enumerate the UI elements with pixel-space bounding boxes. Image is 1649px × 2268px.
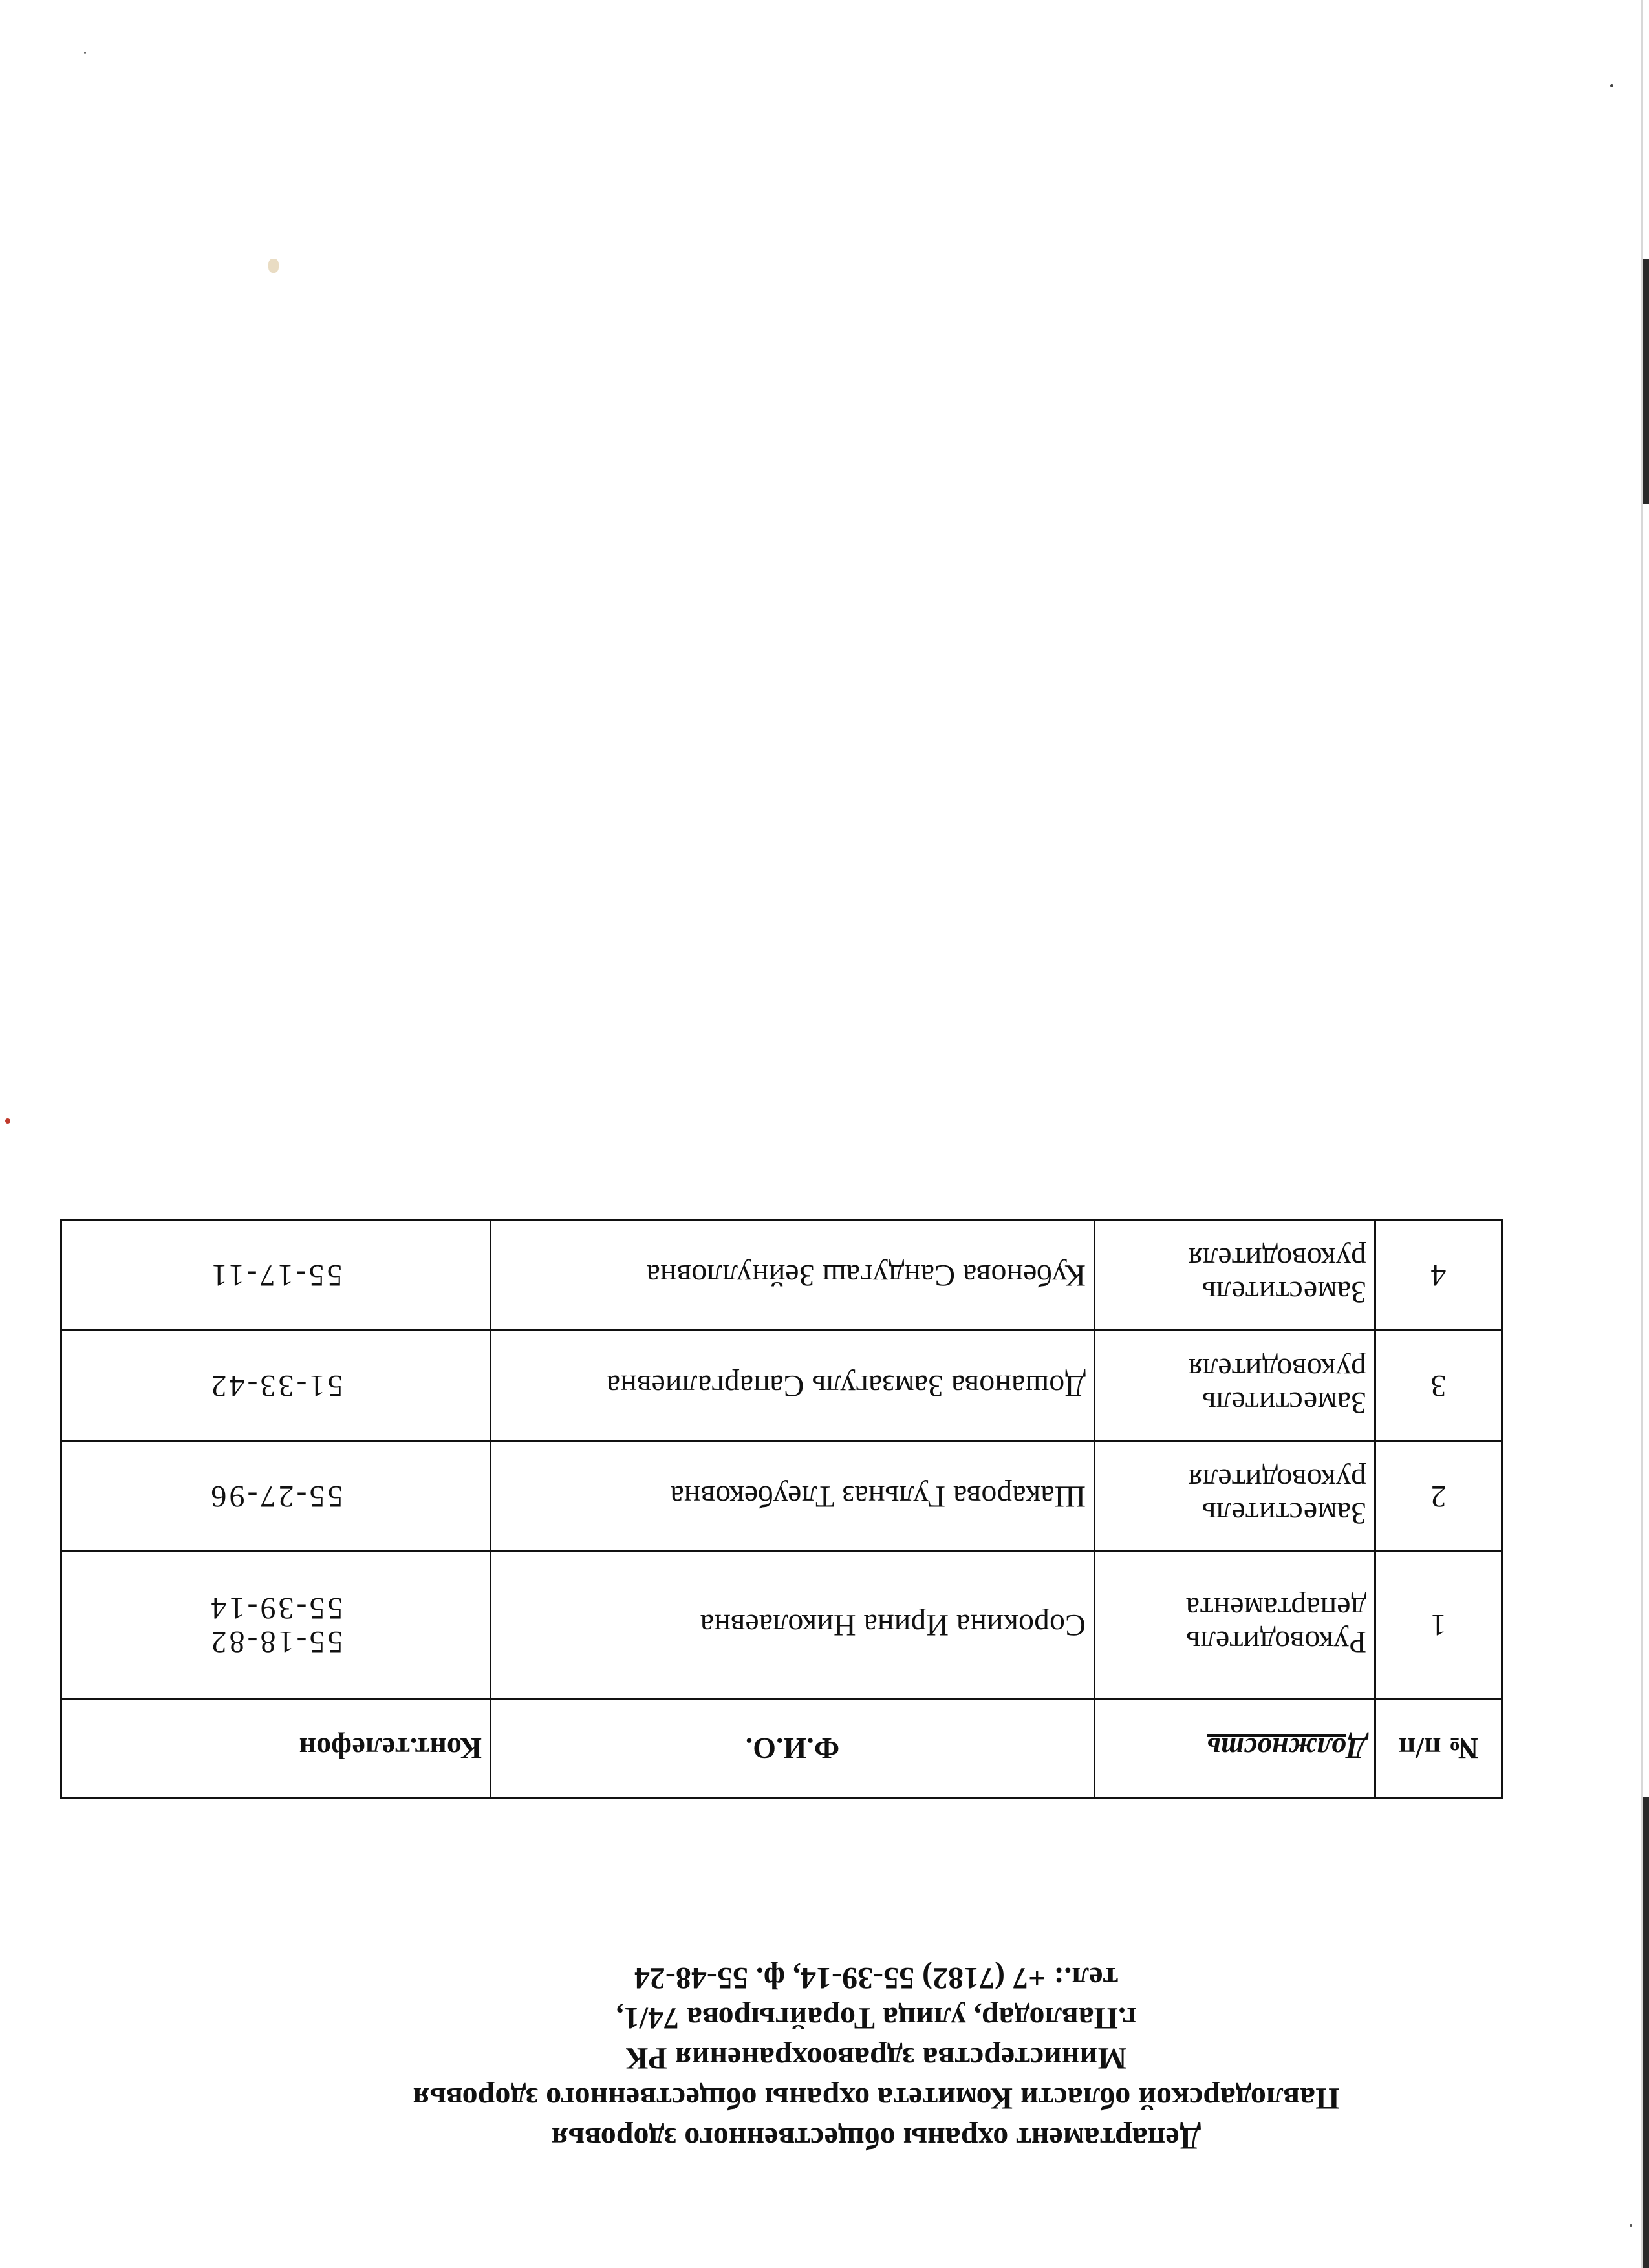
cell-phone [61, 1331, 491, 1441]
phone-number: 51-33-42 [208, 1369, 343, 1403]
table-row [61, 1331, 1502, 1441]
position-line: руководителя [1188, 1241, 1366, 1276]
table-row [61, 1441, 1502, 1552]
position-line: Заместитель [1202, 1385, 1366, 1420]
cell-phone [61, 1220, 491, 1331]
cell-fio: Кубенова Сандугаш Зейнулловна [491, 1220, 1095, 1331]
cell-position [1095, 1441, 1375, 1552]
phone-number: 55-39-14 [208, 1591, 343, 1626]
position-line: департамента [1185, 1591, 1366, 1626]
contacts-table [60, 1219, 1503, 1799]
cell-num: 4 [1375, 1220, 1502, 1331]
cell-fio: Шакарова Гульназ Тлеубековна [491, 1441, 1095, 1552]
phone-number: 55-27-96 [208, 1479, 343, 1514]
column-header-num: № п/п [1375, 1699, 1502, 1798]
table-row [61, 1552, 1502, 1699]
cell-fio: Сорокина Ирина Николаевна [491, 1552, 1095, 1699]
cell-num: 3 [1375, 1331, 1502, 1441]
cell-phone [61, 1552, 491, 1699]
position-line: Заместитель [1202, 1496, 1366, 1530]
cell-position [1095, 1220, 1375, 1331]
cell-num: 1 [1375, 1552, 1502, 1699]
position-line: Руководитель [1186, 1625, 1366, 1660]
position-line: Заместитель [1202, 1275, 1366, 1309]
cell-position [1095, 1552, 1375, 1699]
letterhead-line: тел.: +7 (7182) 55-39-14, ф. 55-48-24 [634, 1961, 1119, 1995]
column-header-phone: Конт.телефон [61, 1699, 491, 1798]
letterhead [281, 1958, 1471, 2158]
column-header-fio: Ф.И.О. [491, 1699, 1095, 1798]
cell-position [1095, 1331, 1375, 1441]
letterhead-line: Министерства здравоохранения РК [625, 2041, 1127, 2075]
table-header-row [61, 1699, 1502, 1798]
cell-num: 2 [1375, 1441, 1502, 1552]
phone-number: 55-18-82 [208, 1625, 343, 1660]
cell-phone [61, 1441, 491, 1552]
cell-fio: Дошанова Замзагуль Сапаргалиевна [491, 1331, 1095, 1441]
phone-number: 55-17-11 [209, 1258, 343, 1292]
letterhead-line: г.Павлодар, улица Торайгырова 74/1, [616, 2001, 1137, 2035]
letterhead-line: Департамент охраны общественного здоровья [551, 2121, 1202, 2156]
position-line: руководителя [1188, 1352, 1366, 1386]
letterhead-line: Павлодарской области Комитета охраны общественного здоровья [413, 2081, 1340, 2115]
column-header-position: Должность [1095, 1699, 1375, 1798]
position-line: руководителя [1188, 1462, 1366, 1497]
table-row [61, 1220, 1502, 1331]
